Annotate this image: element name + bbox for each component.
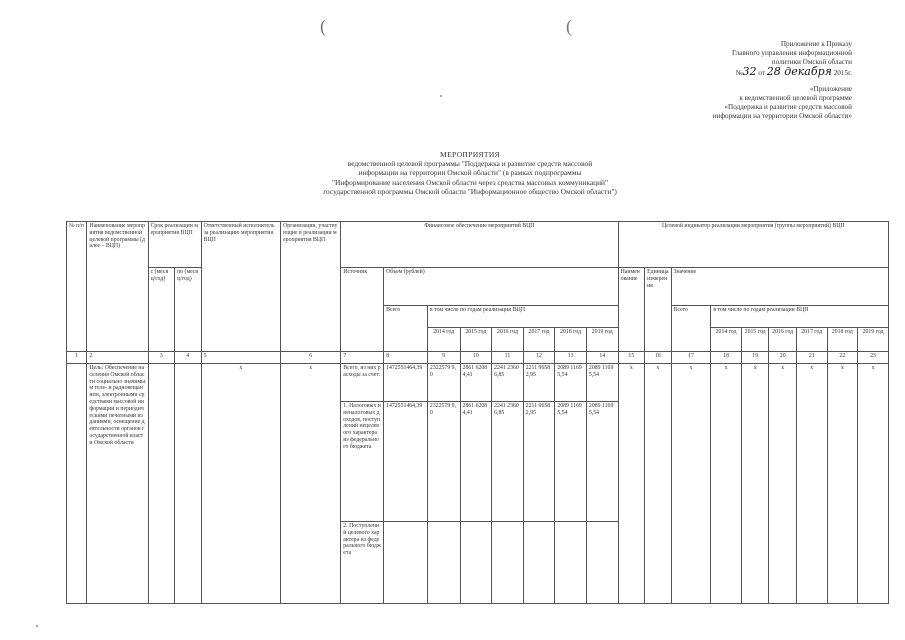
order-annex-stamp — [642, 40, 852, 78]
empty-cell — [555, 522, 587, 604]
scan-dot — [440, 95, 442, 97]
header-term-from: с (месяц/год) — [148, 268, 175, 352]
col-number: 7 — [341, 352, 384, 364]
order-number-line: №32 от 28 декабря 2015г. — [735, 65, 852, 78]
indicator-cell: x — [645, 364, 672, 604]
col-number: 23 — [858, 352, 889, 364]
title-line: ведомственной целевой программы "Поддержка и развитие средств массовой — [347, 159, 593, 169]
empty-cell — [384, 522, 428, 604]
indicator-cell: x — [671, 364, 711, 604]
empty-cell — [586, 522, 618, 604]
order-annex-line: Главного управления информационной — [731, 49, 852, 57]
order-number: 32 — [742, 65, 757, 78]
col-number: 1 — [67, 352, 87, 364]
empty-cell — [427, 522, 460, 604]
header-ind-unit: Единица измерения — [645, 268, 672, 352]
indicator-cell: x — [741, 364, 769, 604]
year-value-cell: 2322579 9,0 — [427, 364, 460, 402]
indicator-cell: x — [618, 364, 645, 604]
header-year: 2017 год — [796, 328, 827, 352]
tax-year-cell: 2089 1169 5,54 — [586, 402, 618, 522]
header-year: 2015 год — [741, 328, 769, 352]
header-year: 2018 год — [555, 328, 587, 352]
order-annex-line: Приложение к Приказу — [780, 40, 852, 48]
header-indicator: Целевой индикатор реализации мероприятия (группы мероприятий) ВЦП — [618, 222, 888, 268]
indicator-cell: x — [796, 364, 827, 604]
col-number: 9 — [427, 352, 460, 364]
header-row — [67, 222, 889, 268]
empty-cell — [460, 522, 492, 604]
source-tax-cell: 1. Налоговых и неналоговых доходов, поступлений нецелевого характера из федерального бюджета — [341, 402, 384, 522]
scan-dot — [36, 625, 38, 627]
header-year: 2016 год — [769, 328, 797, 352]
header-term: Срок реализации мероприятия ВЦП — [148, 222, 201, 268]
corner-mark-left: ( — [320, 16, 326, 36]
year-value-cell: 2089 1169 5,54 — [586, 364, 618, 402]
participants-cell: x — [281, 364, 341, 604]
header-row — [67, 268, 889, 306]
goal-name-cell: Цель: Обеспечение населения Омской области социально значимым теле- и радиовещанием, электронными средствами массовой информации и периодическими печатными изданиями, освещение деятельности органов государственной власти Омской области — [87, 364, 148, 604]
col-number: 14 — [586, 352, 618, 364]
tax-year-cell: 2861 6208 4,41 — [460, 402, 492, 522]
header-year: 2019 год — [586, 328, 618, 352]
header-ind-value: Значение — [671, 268, 888, 306]
header-by-years: в том числе по годам реализации ВЦП — [427, 306, 618, 328]
col-number: 22 — [827, 352, 858, 364]
header-ind-total: Всего — [671, 306, 711, 352]
title-line: "Информирование населения Омской области через средства массовых коммуникаций" — [332, 177, 608, 187]
year-value-cell: 2211 9658 2,95 — [523, 364, 555, 402]
header-executor: Ответственный исполнитель за реализацию мероприятия ВЦП — [201, 222, 281, 352]
empty-cell — [492, 522, 524, 604]
title-line: государственной программы Омской области "Информационное общество Омской области") — [323, 186, 617, 196]
col-number: 11 — [492, 352, 524, 364]
col-number: 10 — [460, 352, 492, 364]
order-date: 28 декабря — [766, 65, 832, 78]
header-total: Всего — [384, 306, 428, 352]
measures-table — [66, 221, 889, 604]
header-ind-name: Наименование — [618, 268, 645, 352]
col-number: 18 — [711, 352, 742, 364]
source-total-cell: Всего, из них расходы за счет: — [341, 364, 384, 402]
year-value-cell: 2089 1169 5,54 — [555, 364, 587, 402]
header-volume: Объем (рублей) — [384, 268, 619, 306]
tax-year-cell: 2211 9658 2,95 — [523, 402, 555, 522]
col-number: 17 — [671, 352, 711, 364]
col-number: 15 — [618, 352, 645, 364]
header-year: 2014 год — [711, 328, 742, 352]
total-value-cell: 1472551464,39 — [384, 364, 428, 402]
col-number: 19 — [741, 352, 769, 364]
table-row-total — [67, 364, 889, 402]
tax-year-cell: 2322579 9,0 — [427, 402, 460, 522]
col-number: 13 — [555, 352, 587, 364]
header-term-to: по (месяц/год) — [175, 268, 202, 352]
term-from-cell — [148, 364, 175, 604]
program-annex-heading: «Приложение к ведомственной целевой программе «Поддержка и развитие средств массовой информации на территории Омской области» — [712, 85, 852, 120]
indicator-cell: x — [858, 364, 889, 604]
row-num-cell — [67, 364, 87, 604]
header-finance: Финансовое обеспечение мероприятий ВЦП — [341, 222, 618, 268]
year-value-cell: 2861 6208 4,41 — [460, 364, 492, 402]
col-number: 4 — [175, 352, 202, 364]
header-ind-by-years: в том числе по годам реализации ВЦП — [711, 306, 889, 328]
indicator-cell: x — [827, 364, 858, 604]
col-number: 16 — [645, 352, 672, 364]
header-year: 2019 год — [858, 328, 889, 352]
header-source: Источник — [341, 268, 384, 352]
col-number: 21 — [796, 352, 827, 364]
indicator-cell: x — [711, 364, 742, 604]
year-value-cell: 2241 2360 6,85 — [492, 364, 524, 402]
tax-total-cell: 1472551464,39 — [384, 402, 428, 522]
col-number: 5 — [201, 352, 281, 364]
col-number: 2 — [87, 352, 148, 364]
indicator-cell: x — [769, 364, 797, 604]
header-participants: Организации, участвующие в реализации мероприятия ВЦП — [281, 222, 341, 352]
corner-mark-right: ( — [566, 16, 572, 36]
empty-cell — [523, 522, 555, 604]
tax-year-cell: 2089 1169 5,54 — [555, 402, 587, 522]
title-line: информации на территории Омской области" (в рамках подпрограммы — [358, 168, 582, 178]
executor-cell: x — [201, 364, 281, 604]
header-year: 2017 год — [523, 328, 555, 352]
header-year: 2018 год — [827, 328, 858, 352]
col-number: 8 — [384, 352, 428, 364]
tax-year-cell: 2241 2360 6,85 — [492, 402, 524, 522]
header-name: Наименование мероприятия ведомственной целевой программы (далее – ВЦП) — [87, 222, 148, 352]
column-number-row — [67, 352, 889, 364]
col-number: 20 — [769, 352, 797, 364]
term-to-cell — [175, 364, 202, 604]
header-year: 2014 год — [427, 328, 460, 352]
document-title — [240, 150, 700, 196]
col-number: 3 — [148, 352, 175, 364]
col-number: 12 — [523, 352, 555, 364]
source-target-cell: 2. Поступлений целевого характера из федерального бюджета — [341, 522, 384, 604]
order-year: 2015г. — [833, 69, 852, 77]
title-heading: МЕРОПРИЯТИЯ — [440, 150, 500, 159]
header-year: 2016 год — [492, 328, 524, 352]
col-number: 6 — [281, 352, 341, 364]
order-annex-line: политики Омской области — [771, 58, 852, 66]
header-year: 2015 год — [460, 328, 492, 352]
header-num: № п/п — [67, 222, 87, 352]
